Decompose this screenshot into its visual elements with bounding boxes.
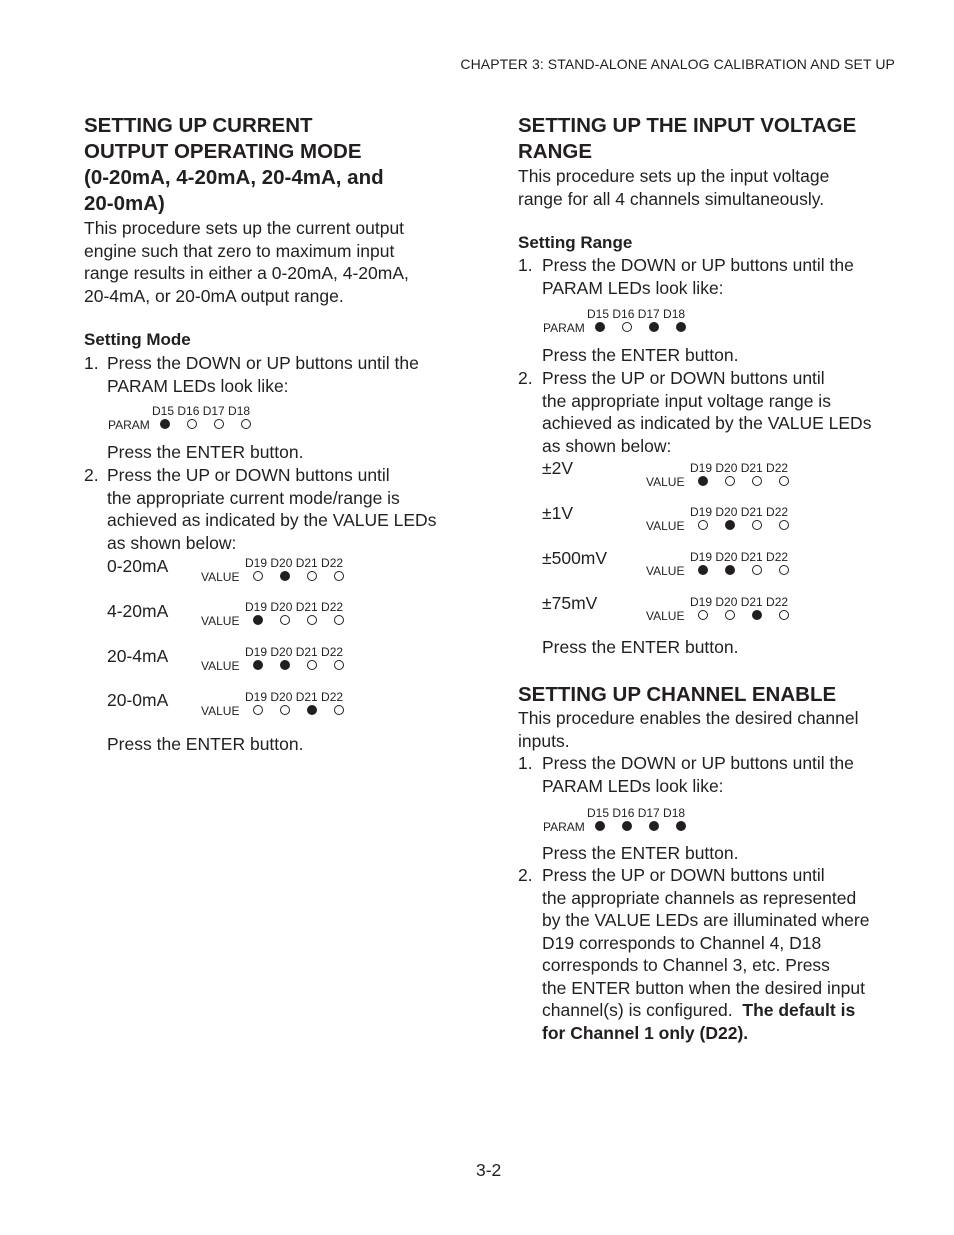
led-off-indicator: [779, 520, 789, 530]
intro-line: This procedure sets up the current output: [84, 218, 405, 238]
step-line: Press the DOWN or UP buttons until the: [542, 753, 854, 773]
intro-line: This procedure sets up the input voltage: [518, 166, 830, 186]
step-line: Press the DOWN or UP buttons until the: [107, 353, 419, 373]
intro-line: range results in either a 0-20mA, 4-20mA,: [84, 263, 409, 283]
led-off-indicator: [280, 615, 290, 625]
led-type-label: VALUE: [201, 614, 240, 628]
mode-label: 4-20mA: [107, 601, 169, 621]
led-off-indicator: [334, 660, 344, 670]
step-number: 2.: [518, 368, 533, 388]
led-off-indicator: [752, 565, 762, 575]
led-on-indicator: [160, 419, 170, 429]
mode-leds: [201, 690, 381, 724]
led-type-label: VALUE: [201, 659, 240, 673]
led-off-indicator: [622, 322, 632, 332]
intro-line: 20-4mA, or 20-0mA output range.: [84, 285, 344, 306]
step-number: 1.: [518, 753, 533, 773]
title-line: (0-20mA, 4-20mA, 20-4mA, and: [84, 166, 384, 189]
title-line: RANGE: [518, 140, 593, 163]
step-line: corresponds to Channel 3, etc. Press: [542, 955, 830, 975]
voltage-step1-text: [542, 254, 922, 299]
led-off-indicator: [241, 419, 251, 429]
title-line: 20-0mA): [84, 192, 165, 215]
title-line: OUTPUT OPERATING MODE: [84, 140, 362, 163]
led-type-label: VALUE: [201, 570, 240, 584]
led-off-indicator: [334, 571, 344, 581]
mode-leds: [201, 556, 381, 590]
channel-step1-text: [542, 752, 922, 797]
led-on-indicator: [676, 322, 686, 332]
led-type-label: PARAM: [108, 418, 150, 432]
left-step2-text: [107, 464, 487, 554]
setting-range-subheading: Setting Range: [518, 233, 633, 252]
led-off-indicator: [752, 476, 762, 486]
led-type-label: PARAM: [543, 321, 585, 335]
led-off-indicator: [698, 520, 708, 530]
led-id-labels: D15 D16 D17 D18: [587, 806, 686, 820]
led-off-indicator: [307, 615, 317, 625]
title-line: SETTING UP THE INPUT VOLTAGE: [518, 114, 857, 137]
step-line: as shown below:: [107, 532, 237, 553]
led-off-indicator: [752, 520, 762, 530]
led-off-indicator: [280, 705, 290, 715]
led-off-indicator: [307, 660, 317, 670]
led-off-indicator: [725, 476, 735, 486]
led-id-labels: D15 D16 D17 D18: [152, 404, 251, 418]
mode-label: 0-20mA: [107, 556, 169, 576]
step-line: PARAM LEDs look like:: [542, 775, 724, 796]
led-on-indicator: [280, 660, 290, 670]
voltage-intro: [518, 165, 918, 210]
led-id-labels: D19 D20 D21 D22: [690, 550, 789, 564]
step-line: the appropriate current mode/range is: [107, 487, 400, 508]
led-on-indicator: [725, 565, 735, 575]
page-number: 3-2: [476, 1160, 502, 1180]
step-line: Press the UP or DOWN buttons until: [107, 465, 390, 485]
intro-line: range for all 4 channels simultaneously.: [518, 188, 825, 209]
led-off-indicator: [307, 571, 317, 581]
led-on-indicator: [752, 610, 762, 620]
led-on-indicator: [676, 821, 686, 831]
step-line: achieved as indicated by the VALUE LEDs: [107, 510, 437, 530]
led-off-indicator: [779, 565, 789, 575]
led-type-label: VALUE: [646, 475, 685, 489]
step-number: 1.: [84, 353, 99, 373]
setting-mode-subheading: Setting Mode: [84, 330, 191, 349]
mode-leds: [201, 645, 381, 679]
step-line: the appropriate input voltage range is: [542, 390, 831, 411]
step-number: 1.: [518, 255, 533, 275]
press-enter-text: Press the ENTER button.: [542, 637, 739, 657]
led-type-label: VALUE: [646, 564, 685, 578]
step-number: 2.: [518, 865, 533, 885]
led-on-indicator: [595, 322, 605, 332]
led-type-label: PARAM: [543, 820, 585, 834]
channel-intro: [518, 707, 918, 752]
led-on-indicator: [649, 821, 659, 831]
press-enter-text: Press the ENTER button.: [542, 345, 739, 365]
range-leds: [646, 461, 826, 495]
step-line: D19 corresponds to Channel 4, D18: [542, 932, 822, 953]
press-enter-text: Press the ENTER button.: [107, 442, 304, 462]
led-type-label: VALUE: [646, 609, 685, 623]
range-label: ±75mV: [542, 593, 598, 613]
step-number: 2.: [84, 465, 99, 485]
led-type-label: VALUE: [646, 519, 685, 533]
led-off-indicator: [779, 610, 789, 620]
range-leds: [646, 505, 826, 539]
step-line: PARAM LEDs look like:: [107, 375, 289, 396]
led-id-labels: D19 D20 D21 D22: [245, 645, 344, 659]
step-line: achieved as indicated by the VALUE LEDs: [542, 413, 872, 433]
step-line: Press the UP or DOWN buttons until: [542, 368, 825, 388]
default-note-bold: The default is: [742, 1000, 856, 1020]
channel-title: SETTING UP CHANNEL ENABLE: [518, 683, 837, 706]
step-line: the appropriate channels as represented: [542, 887, 857, 908]
range-leds: [646, 550, 826, 584]
led-id-labels: D19 D20 D21 D22: [690, 595, 789, 609]
led-off-indicator: [334, 615, 344, 625]
led-id-labels: D19 D20 D21 D22: [245, 690, 344, 704]
step-line: Press the DOWN or UP buttons until the: [542, 255, 854, 275]
led-off-indicator: [214, 419, 224, 429]
left-intro: [84, 217, 484, 307]
title-line: SETTING UP CURRENT: [84, 114, 313, 137]
intro-line: This procedure enables the desired channel: [518, 708, 859, 728]
led-type-label: VALUE: [201, 704, 240, 718]
channel-step2-text: [542, 864, 932, 1044]
led-on-indicator: [253, 660, 263, 670]
range-label: ±2V: [542, 458, 574, 478]
led-on-indicator: [280, 571, 290, 581]
default-note-bold: for Channel 1 only (D22).: [542, 1022, 749, 1043]
led-id-labels: D19 D20 D21 D22: [690, 505, 789, 519]
led-on-indicator: [698, 565, 708, 575]
mode-label: 20-0mA: [107, 690, 169, 710]
led-off-indicator: [253, 705, 263, 715]
led-id-labels: D19 D20 D21 D22: [245, 556, 344, 570]
step-line: PARAM LEDs look like:: [542, 277, 724, 298]
led-on-indicator: [253, 615, 263, 625]
led-off-indicator: [253, 571, 263, 581]
left-param-leds: [108, 404, 288, 438]
step-line: Press the UP or DOWN buttons until: [542, 865, 825, 885]
voltage-section-title: [518, 113, 918, 165]
led-off-indicator: [187, 419, 197, 429]
led-off-indicator: [779, 476, 789, 486]
channel-section-title: [518, 682, 918, 708]
press-enter-text: Press the ENTER button.: [542, 843, 739, 863]
left-section-title: [84, 113, 484, 217]
channel-param-leds: [543, 806, 723, 840]
step-line: channel(s) is configured.: [542, 1000, 743, 1020]
led-on-indicator: [622, 821, 632, 831]
mode-label: 20-4mA: [107, 646, 169, 666]
led-off-indicator: [698, 610, 708, 620]
voltage-step2-text: [542, 367, 922, 457]
intro-line: inputs.: [518, 730, 570, 751]
led-off-indicator: [334, 705, 344, 715]
led-id-labels: D19 D20 D21 D22: [690, 461, 789, 475]
led-id-labels: D19 D20 D21 D22: [245, 600, 344, 614]
step-line: the ENTER button when the desired input: [542, 977, 865, 998]
range-label: ±500mV: [542, 548, 608, 568]
step-line: as shown below:: [542, 435, 672, 456]
left-step1-text: [107, 352, 487, 397]
led-on-indicator: [307, 705, 317, 715]
voltage-param-leds: [543, 307, 723, 341]
led-id-labels: D15 D16 D17 D18: [587, 307, 686, 321]
chapter-header: CHAPTER 3: STAND-ALONE ANALOG CALIBRATION AND SET UP: [460, 56, 895, 72]
led-off-indicator: [725, 610, 735, 620]
led-on-indicator: [698, 476, 708, 486]
press-enter-text: Press the ENTER button.: [107, 734, 304, 754]
led-on-indicator: [725, 520, 735, 530]
intro-line: engine such that zero to maximum input: [84, 240, 395, 261]
step-line: by the VALUE LEDs are illuminated where: [542, 910, 870, 930]
led-on-indicator: [649, 322, 659, 332]
mode-leds: [201, 600, 381, 634]
led-on-indicator: [595, 821, 605, 831]
range-leds: [646, 595, 826, 629]
range-label: ±1V: [542, 503, 574, 523]
